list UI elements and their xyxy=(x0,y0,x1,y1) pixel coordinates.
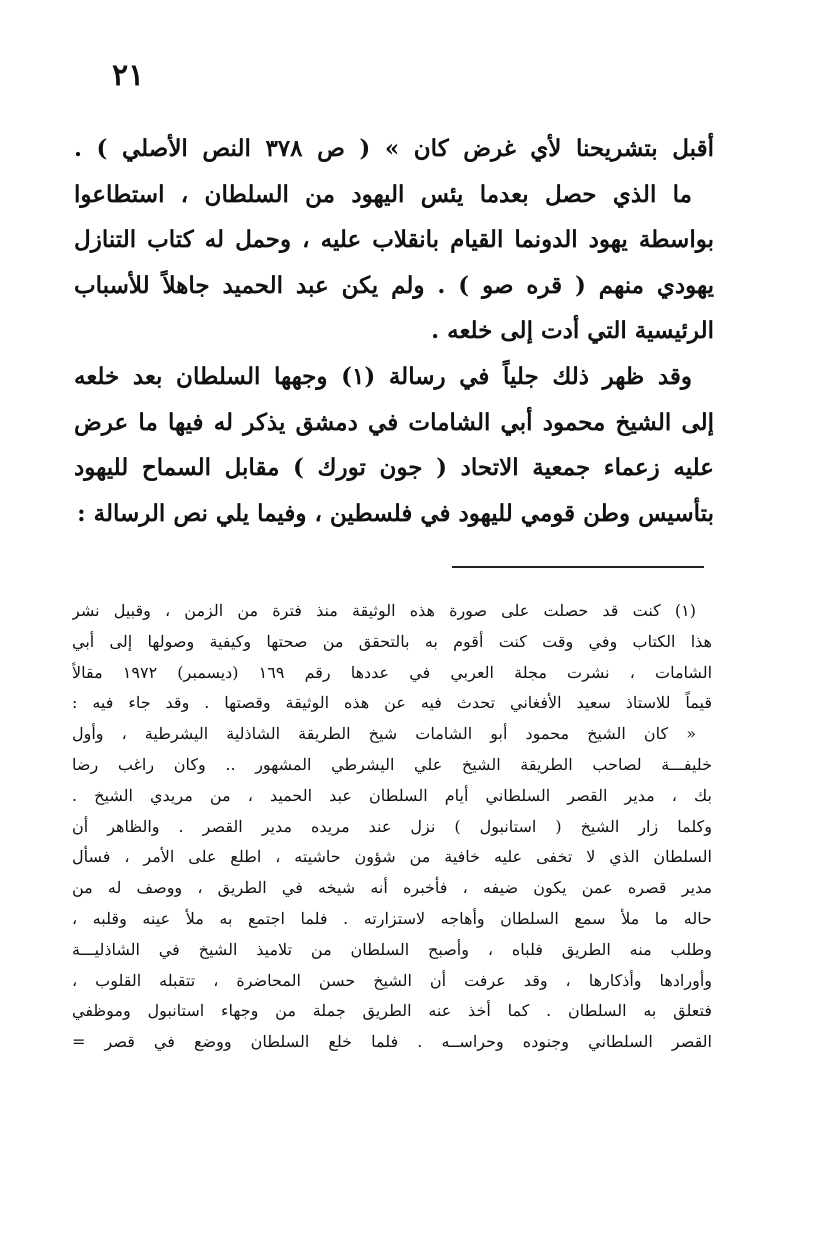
footnote-line: بك ، مدير القصر السلطاني أيام السلطان عبد الحميد ، من مريدي الشيخ . xyxy=(72,785,712,805)
main-text-line: ما الذي حصل بعدما يئس اليهود من السلطان ، استطاعوا xyxy=(74,180,692,208)
main-text-line: بواسطة يهود الدونما القيام بانقلاب عليه ، وحمل له كتاب التنازل xyxy=(74,226,714,254)
footnote-separator xyxy=(452,566,704,568)
footnote-line: وطلب منه الطريق فلباه ، وأصبح السلطان من تلاميذ الشيخ في الشاذليـــة xyxy=(72,939,712,959)
footnote-line: قيماً للاستاذ سعيد الأفغاني تحدث فيه عن هذه الوثيقة وقصتها . وقد جاء فيه : xyxy=(72,693,712,713)
footnote-line: الشامات ، نشرت مجلة العربي في عددها رقم ١٦٩ (ديسمبر) ١٩٧٢ مقالاً xyxy=(72,662,712,682)
footnote-line: السلطان الذي لا تخفى عليه خافية من شؤون حاشيته ، اطلع على الأمر ، فسأل xyxy=(72,847,712,867)
footnote-line: خليفـــة لصاحب الطريقة الشيخ علي اليشرطي المشهور .. وكان راغب رضا xyxy=(72,754,712,774)
footnote-line: (١) كنت قد حصلت على صورة هذه الوثيقة منذ فترة من الزمن ، وقبيل نشر xyxy=(72,601,696,620)
footnote-line: حاله ما ملأ سمع السلطان وأهاجه لاستزارته . فلما اجتمع به ملأ عينه وقلبه ، xyxy=(72,908,712,928)
footnote-line: هذا الكتاب وفي وقت كنت أقوم به بالتحقق من صحتها وكيفية وصولها إلى أبي xyxy=(72,631,712,651)
footnote-line: وكلما زار الشيخ ( استانبول ) نزل عند مريده مدير القصر . والظاهر أن xyxy=(72,816,712,836)
footnote-line: مدير قصره عمن يكون ضيفه ، فأخبره أنه شيخه في الطريق ، ووصف له من xyxy=(72,878,712,898)
main-text-line: وقد ظهر ذلك جلياً في رسالة (١) وجهها السلطان بعد خلعه xyxy=(74,362,692,390)
footnote-block xyxy=(72,596,712,1058)
footnote-line: وأورادها وأذكارها ، وقد عرفت أن الشيخ حسن المحاضرة ، تتقبله القلوب ، xyxy=(72,970,712,990)
main-text-line: أقبل بتشريحنا لأي غرض كان » ( ص ٣٧٨ النص الأصلي ) . xyxy=(74,135,714,162)
main-text-line: عليه زعماء جمعية الاتحاد ( جون تورك ) مقابل السماح لليهود xyxy=(74,454,714,482)
main-text-block xyxy=(74,126,714,536)
footnote-line: فتعلق به السلطان . كما أخذ عنه الطريق جملة من وجهاء استانبول وموظفي xyxy=(72,1001,712,1021)
main-text-line: الرئيسية التي أدت إلى خلعه . xyxy=(431,317,714,345)
footnote-line: « كان الشيخ محمود أبو الشامات شيخ الطريقة الشاذلية اليشرطية ، وأول xyxy=(72,724,696,744)
main-text-line: يهودي منهم ( قره صو ) . ولم يكن عبد الحميد جاهلاً للأسباب xyxy=(74,271,714,299)
page-number: ٢١ xyxy=(112,58,145,93)
main-text-line: بتأسيس وطن قومي لليهود في فلسطين ، وفيما يلي نص الرسالة : xyxy=(77,499,714,527)
footnote-line: القصر السلطاني وجنوده وحراســه . فلما خلع السلطان ووضع في قصر = xyxy=(72,1032,712,1052)
main-text-line: إلى الشيخ محمود أبي الشامات في دمشق يذكر له فيها ما عرض xyxy=(74,408,714,436)
